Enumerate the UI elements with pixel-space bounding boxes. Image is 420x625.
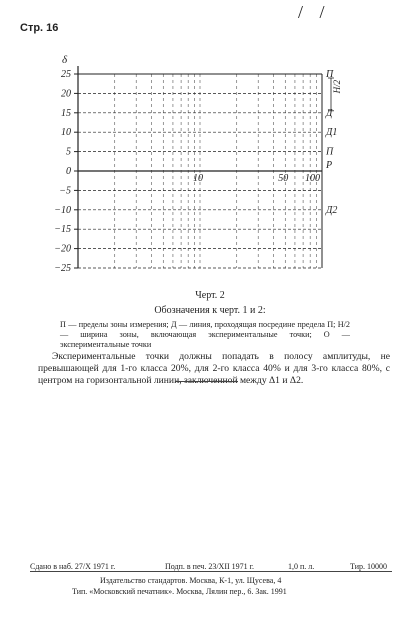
x-tick-label: 50 — [278, 173, 289, 184]
separator-rule — [176, 381, 238, 382]
y-tick-label: −5 — [59, 185, 71, 197]
page-number: Стр. 16 — [20, 22, 59, 34]
footer-sheets: 1,0 п. л. — [288, 562, 315, 571]
figure-caption: Черт. 2 — [195, 290, 225, 301]
footer-printer: Тип. «Московский печатник». Москва, Лялин пер., 6. Зак. 1991 — [72, 587, 287, 596]
footer-sent: Сдано в наб. 27/X 1971 г. — [30, 562, 116, 571]
footer-publisher: Издательство стандартов. Москва, К-1, ул. Щусева, 4 — [100, 576, 282, 585]
y-tick-label: 5 — [66, 146, 71, 158]
footer-circulation: Тир. 10000 — [350, 562, 387, 571]
chart — [0, 0, 420, 285]
notes-title: Обозначения к черт. 1 и 2: — [154, 305, 266, 316]
x-tick-label: 100 — [305, 173, 320, 184]
y-tick-label: 10 — [61, 127, 71, 139]
footer-signed: Подп. в печ. 23/XII 1971 г. — [165, 562, 255, 571]
y-tick-label: 15 — [61, 107, 71, 119]
y-tick-label: 20 — [61, 88, 71, 100]
paragraph-text: Экспериментальные точки должны попадать в полосу амплитуды, не превышающей для 1-го класса 20%, для 2-го класса 40% и для 3-го класса 80%, с центром на горизонтальной линии, заключенной между Δ1 и Δ2. — [38, 351, 390, 386]
y-tick-label: 0 — [66, 166, 71, 177]
y-tick-label: −20 — [54, 243, 71, 255]
right-label: Р — [326, 160, 333, 172]
y-axis-label: δ — [62, 54, 68, 66]
legend-text: П — пределы зоны измерения; Д — линия, проходящая посредине предела П; H/2 — ширина зоны, включающая экспериментальные точки; О — экспериментальные точки — [60, 320, 350, 349]
y-tick-label: −10 — [54, 204, 71, 216]
y-tick-label: −15 — [54, 224, 71, 236]
right-label: Д2 — [326, 204, 338, 216]
y-tick-label: −25 — [54, 263, 71, 274]
footer-rule — [30, 571, 392, 572]
right-label: Д — [326, 107, 333, 119]
right-label: П — [326, 69, 334, 80]
right-label: Д1 — [326, 127, 338, 139]
right-label: П — [326, 146, 334, 158]
handwritten-marks: / / — [298, 2, 331, 22]
y-tick-label: 25 — [61, 69, 71, 80]
bracket-label: H/2 — [332, 79, 342, 94]
x-tick-label: 10 — [193, 173, 203, 184]
